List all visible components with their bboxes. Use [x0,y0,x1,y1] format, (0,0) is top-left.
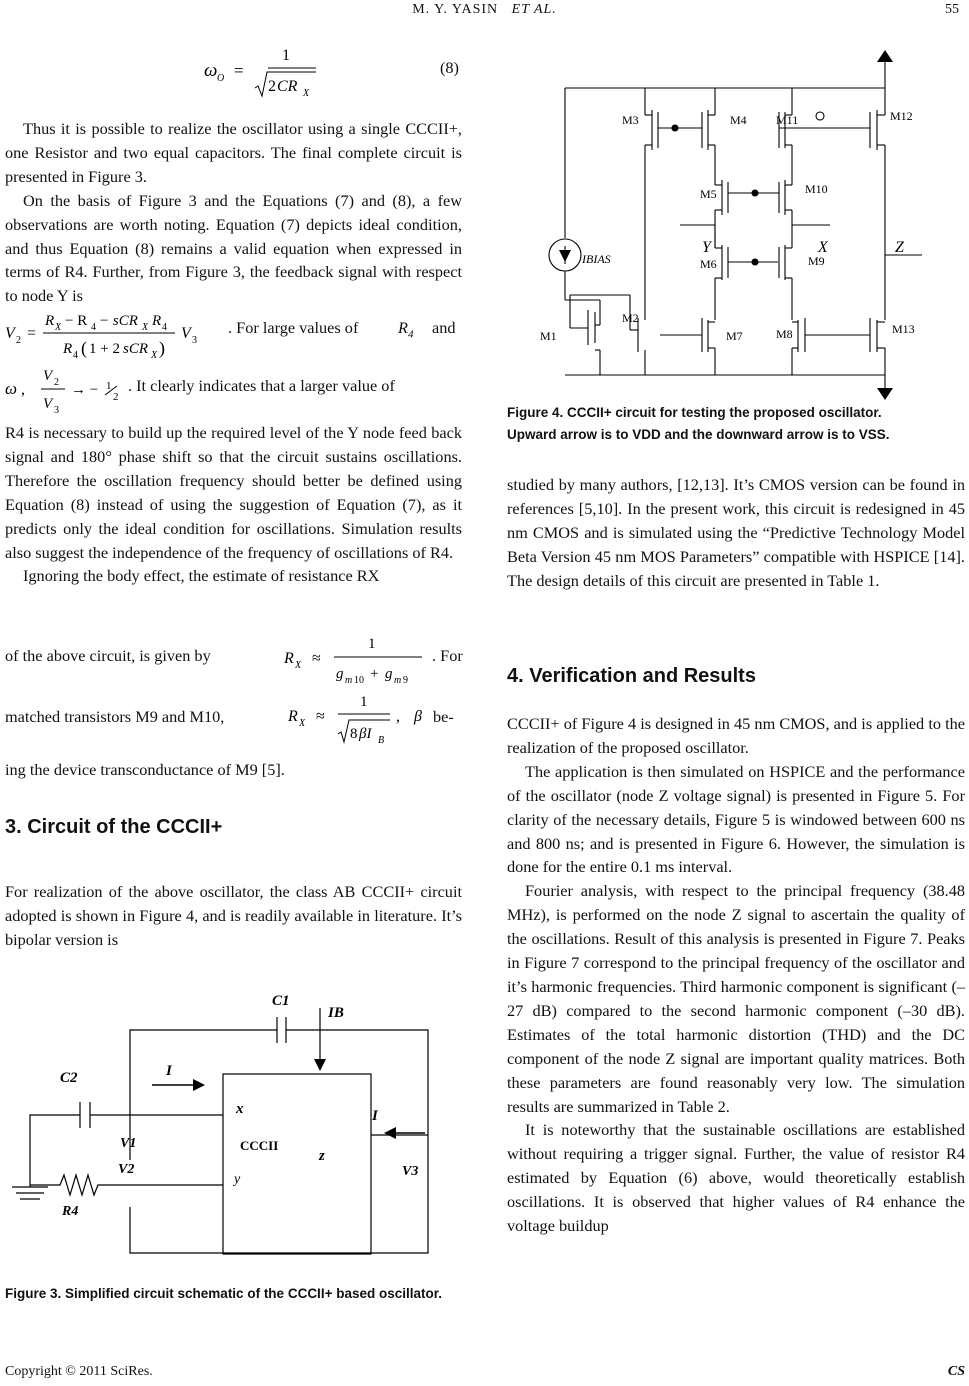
svg-text:sCR: sCR [123,341,149,357]
svg-text:≈: ≈ [316,708,325,725]
svg-text:2: 2 [54,377,59,388]
m1-label: M1 [540,329,557,343]
figure-3-schematic [0,975,465,1275]
x-node-label: X [818,239,828,256]
paragraph-designed-45nm: CCCII+ of Figure 4 is designed in 45 nm CMOS, and is applied to the realization of the proposed oscillator. [507,714,965,757]
paragraph-fourier-analysis: Fourier analysis, with respect to the principal frequency (38.48 MHz), is performed on the node Z signal to ascertain the quality of the oscillations. Result of this analysis is presented in Figure 7. Peaks in Figure 7 correspond to the principal frequency of the oscillator and it’s harmonic frequencies. Third harmonic component is significant (–27 dB) compared to the second harmonic component (–30 dB). Estimates of the total harmonic distortion (THD) and the DC component of the node Z signal are important quality matrices. Both these parameters are found reasonably very low. The simulation results are summarized in Table 2. [507,881,965,1116]
svg-text:X: X [295,660,302,671]
svg-text:+: + [370,666,379,682]
i-right-label: I [372,1108,378,1124]
page-header [0,2,969,22]
svg-text:=: = [27,325,37,342]
z-node-label: Z [895,239,904,256]
figure-4-schematic [530,50,930,415]
left-block-3 [5,758,462,782]
svg-text:): ) [159,338,165,358]
header-authors: M. Y. YASIN [412,2,499,17]
v1-label: V1 [120,1136,137,1151]
paragraph-hspice-simulation: The application is then simulated on HSPICE and the performance of the oscillator (node Z voltage signal) is presented in Figure 5. For clarity of the necessary details, Figure 5 is windowed between 600 ns and 800 ns; and is presented in Figure 6. However, the simulation is done for the entire 0.1 ms interval. [507,761,965,877]
svg-text:R: R [63,341,73,357]
ib-label: IB [328,1005,344,1021]
svg-text:X: X [299,718,306,729]
page-number: 55 [945,2,959,17]
left-block-2 [5,421,462,588]
svg-text:4: 4 [162,322,167,333]
y-node-label: Y [702,239,711,256]
v3-label: V3 [402,1164,419,1179]
svg-text:X: X [151,350,158,361]
svg-text:m: m [394,675,402,686]
larger-value-text: . It clearly indicates that a larger value of [128,376,395,395]
journal-abbrev: CS [947,1364,965,1379]
svg-text:V: V [5,325,15,342]
m7-label: M7 [726,329,743,343]
svg-text:ω: ω [204,60,218,81]
be-text: be- [433,707,454,726]
svg-text:2: 2 [268,78,276,95]
svg-text:CR: CR [277,78,298,95]
m3-label: M3 [622,113,639,127]
figure-3-caption: Figure 3. Simplified circuit schematic of the CCCII+ based oscillator. [5,1286,442,1301]
svg-text:R: R [152,313,162,329]
paragraph-oscillator-realization: Thus it is possible to realize the oscillator using a single CCCII+, one Resistor and two equal capacitors. The final complete circuit is presented in Figure 3. [5,119,462,186]
left-block-4 [5,880,462,952]
r4-label: R4 [62,1204,79,1219]
cccii-block-label: CCCII [240,1138,279,1153]
header-etal: ET AL. [511,2,557,17]
m10-label: M10 [805,182,828,196]
large-values-text: . For large values of [228,318,359,337]
svg-text:O: O [217,73,225,84]
m8-label: M8 [776,327,793,341]
v2-label: V2 [118,1162,135,1177]
paragraph-r4-necessary: R4 is necessary to build up the required level of the Y node feed back signal and 180° phase shift so that the circuit sustains oscillations. Therefore the oscillation frequency should better be defined using Equation (8) instead of using the suggestion of Equation (7), as it predicts only the ideal condition for oscillations. Simulation results also suggest the independence of the frequency of oscillations of R4. [5,423,462,562]
svg-text:9: 9 [403,675,408,686]
svg-text:g: g [336,666,344,682]
svg-text:ω: ω [5,379,18,398]
svg-text:10: 10 [354,675,364,686]
paragraph-body-effect: Ignoring the body effect, the estimate of resistance RX [23,566,380,586]
c2-label: C2 [60,1070,78,1086]
paragraph-sustainable-oscillations: It is noteworthy that the sustainable oscillations are established without requiring a trigger signal. Further, the value of resistor R4 estimated by Equation (6) above, would theoretically establish oscillations. It is observed that higher values of R4 enhance the voltage buildup [507,1120,965,1236]
r4-symbol: $R_4$ [398,318,414,341]
svg-text:V: V [43,396,53,412]
svg-text:B: B [378,735,385,746]
rx-formula-1 [282,630,432,686]
svg-text:1 + 2: 1 + 2 [89,341,120,357]
svg-text:1: 1 [368,636,376,652]
svg-text:4: 4 [73,350,78,361]
ratio-formula [5,362,133,416]
section-4-heading: 4. Verification and Results [507,665,756,687]
paragraph-transconductance: ing the device transconductance of M9 [5]. [5,760,285,779]
copyright-text: Copyright © 2011 SciRes. [5,1364,153,1379]
svg-text:2: 2 [16,335,21,346]
svg-text:(: ( [81,338,87,358]
svg-text:X: X [55,322,62,333]
svg-text:X: X [142,322,149,333]
i-left-label: I [166,1063,172,1079]
page-footer [5,1364,965,1380]
paragraph-class-ab: For realization of the above oscillator, the class AB CCCII+ circuit adopted is shown in Figure 4, and is readily available in literature. It’s bipolar version is [5,882,462,949]
equation-8-formula [200,44,330,102]
rx-given-text: of the above circuit, is given by [5,646,211,665]
svg-text:4: 4 [91,322,96,333]
svg-text:R: R [284,650,294,667]
svg-text:2: 2 [113,391,119,403]
paragraph-observations: On the basis of Figure 3 and the Equations (7) and (8), a few observations are worth noting. Equation (7) depicts ideal condition, and thus Equation (8) remains a valid equation when expressed in terms of R4. Further, from Figure 3, the feedback signal with respect to node Y is [5,190,462,306]
svg-text:g: g [385,666,393,682]
m2-label: M2 [622,311,639,325]
right-block-1 [507,473,965,593]
svg-text:≈: ≈ [312,650,321,667]
m4-label: M4 [730,113,747,127]
svg-text:βI: βI [359,726,372,742]
m12-label: M12 [890,109,913,123]
matched-transistors-text: matched transistors M9 and M10, [5,707,225,726]
svg-text:1: 1 [282,47,290,64]
section-3-heading: 3. Circuit of the CCCII+ [5,816,223,838]
and-text: and [432,318,456,337]
paragraph-cmos-version: studied by many authors, [12,13]. It’s CMOS version can be found in references [5,10]. In the present work, this circuit is redesigned in 45 nm CMOS and is simulated using the “Predictive Technology Model Beta Version 45 nm MOS Parameters” compatible with HSPICE [14]. The design details of this circuit are presented in Table 1. [507,475,965,590]
left-block-1 [5,117,462,308]
svg-text:,: , [396,708,400,725]
figure-4-caption-line-2: Upward arrow is to VDD and the downward arrow is to VSS. [507,427,890,442]
equation-8-number: (8) [440,58,459,77]
ibias-label: IBIAS [582,252,611,266]
svg-text:1: 1 [106,380,112,392]
x-port-label: x [236,1101,244,1117]
svg-text:3: 3 [192,335,197,346]
svg-text:=: = [234,61,244,80]
svg-text:X: X [303,88,310,99]
svg-text:,: , [21,381,25,398]
m6-label: M6 [700,257,717,271]
svg-text:R: R [45,313,55,329]
m11-label: M11 [776,113,799,127]
m5-label: M5 [700,187,717,201]
svg-text:β: β [414,708,422,725]
svg-text:R: R [288,708,298,725]
m13-label: M13 [892,322,915,336]
m9-label: M9 [808,254,825,268]
y-port-label: y [234,1172,241,1187]
svg-text:m: m [345,675,353,686]
svg-text:− R: − R [65,313,88,329]
v2-formula [5,303,230,365]
figure-4-caption-line-1: Figure 4. CCCII+ circuit for testing the proposed oscillator. [507,405,882,420]
svg-text:→ −: → − [71,382,99,398]
running-title [0,2,969,18]
svg-text:− sCR: − sCR [99,313,138,329]
svg-text:8: 8 [350,726,358,742]
z-port-label: z [319,1148,325,1164]
svg-text:V: V [181,325,191,342]
svg-text:1: 1 [360,694,368,710]
right-block-2 [507,712,965,1238]
c1-label: C1 [272,993,290,1009]
for-text: . For [432,646,463,665]
svg-text:V: V [43,368,53,384]
svg-text:3: 3 [54,405,59,416]
v2-line-text [228,318,358,338]
figure-4-caption [507,402,967,446]
